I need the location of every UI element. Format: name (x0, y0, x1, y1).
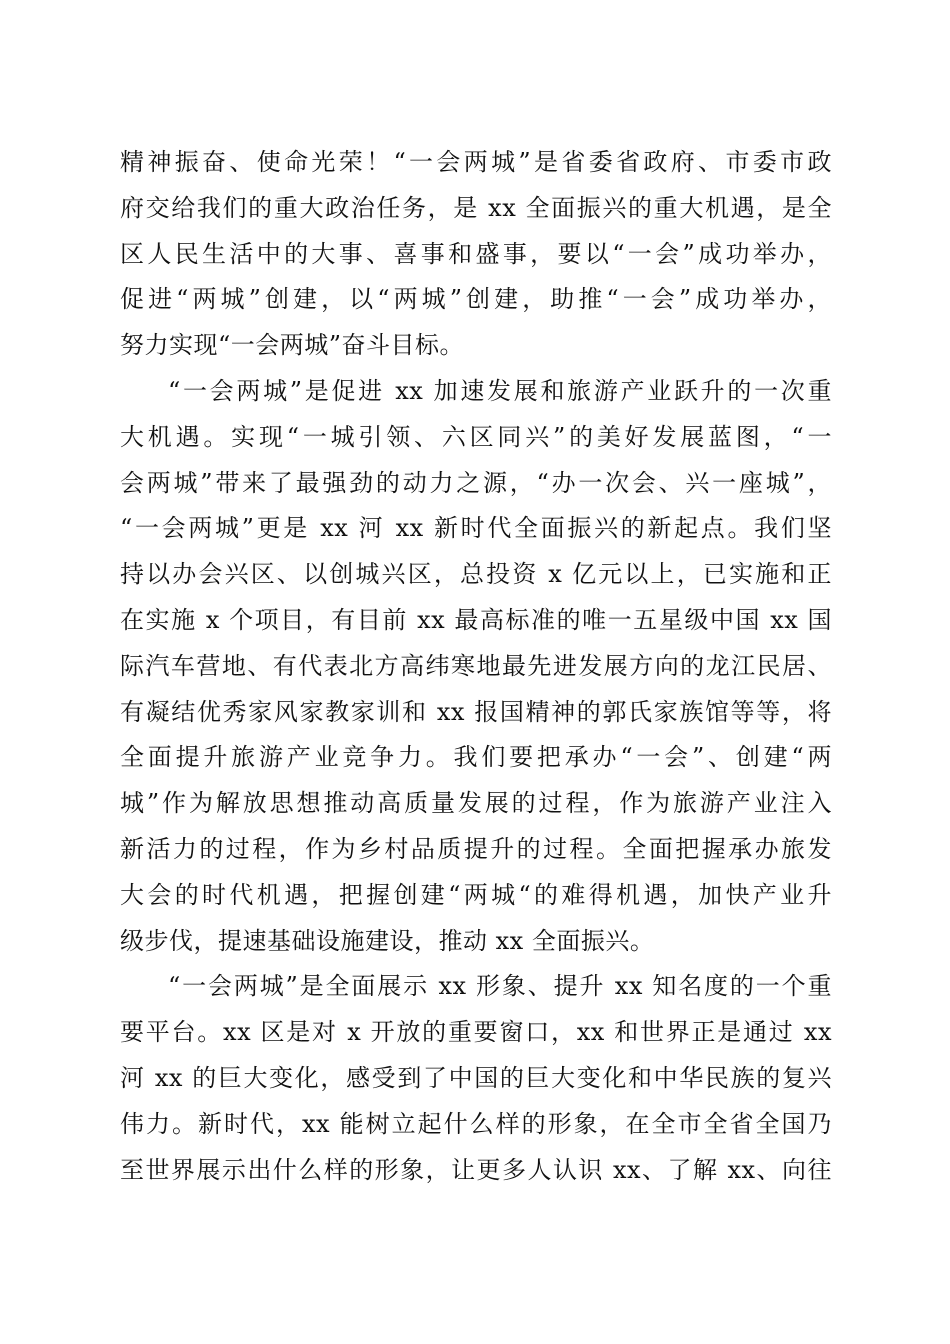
text-line: 大会的时代机遇，把握创建“两城“的难得机遇，加快产业升 (120, 880, 832, 909)
text-line: “一会两城”是促进 xx 加速发展和旅游产业跃升的一次重 (168, 376, 832, 405)
text-line: 城”作为解放思想推动高质量发展的过程，作为旅游产业注入 (120, 789, 832, 818)
text-line: “一会两城”更是 xx 河 xx 新时代全面振兴的新起点。我们坚 (120, 514, 832, 543)
text-line: “一会两城”是全面展示 xx 形象、提升 xx 知名度的一个重 (168, 972, 832, 1001)
text-line: 会两城”带来了最强劲的动力之源，“办一次会、兴一座城”， (120, 468, 832, 497)
text-line: 促进“两城”创建，以“两城”创建，助推“一会”成功举办， (120, 285, 832, 314)
text-line: 河 xx 的巨大变化，感受到了中国的巨大变化和中华民族的复兴 (120, 1063, 832, 1092)
text-line: 精神振奋、使命光荣！“一会两城”是省委省政府、市委市政 (120, 148, 832, 176)
text-line: 大机遇。实现“一城引领、六区同兴”的美好发展蓝图，“一 (120, 422, 832, 451)
text-line: 在实施 x 个项目，有目前 xx 最高标准的唯一五星级中国 xx 国 (120, 605, 832, 634)
text-line: 级步伐，提速基础设施建设，推动 xx 全面振兴。 (120, 926, 655, 955)
text-line: 有凝结优秀家风家教家训和 xx 报国精神的郭氏家族馆等等，将 (120, 697, 832, 726)
text-line: 全面提升旅游产业竞争力。我们要把承办“一会”、创建“两 (120, 743, 832, 772)
text-line: 际汽车营地、有代表北方高纬寒地最先进发展方向的龙江民居、 (120, 651, 832, 680)
text-line: 要平台。xx 区是对 x 开放的重要窗口，xx 和世界正是通过 xx (120, 1018, 832, 1047)
text-line: 持以办会兴区、以创城兴区，总投资 x 亿元以上，已实施和正 (120, 560, 832, 589)
text-line: 区人民生活中的大事、喜事和盛事，要以“一会”成功举办， (120, 239, 832, 268)
text-line: 府交给我们的重大政治任务，是 xx 全面振兴的重大机遇，是全 (120, 193, 832, 222)
text-line: 新活力的过程，作为乡村品质提升的过程。全面把握承办旅发 (120, 834, 832, 863)
text-line: 伟力。新时代，xx 能树立起什么样的形象，在全市全省全国乃 (120, 1109, 832, 1138)
document-body (120, 140, 832, 1193)
text-line: 至世界展示出什么样的形象，让更多人认识 xx、了解 xx、向往 (120, 1155, 832, 1184)
text-line: 努力实现“一会两城”奋斗目标。 (120, 331, 465, 360)
